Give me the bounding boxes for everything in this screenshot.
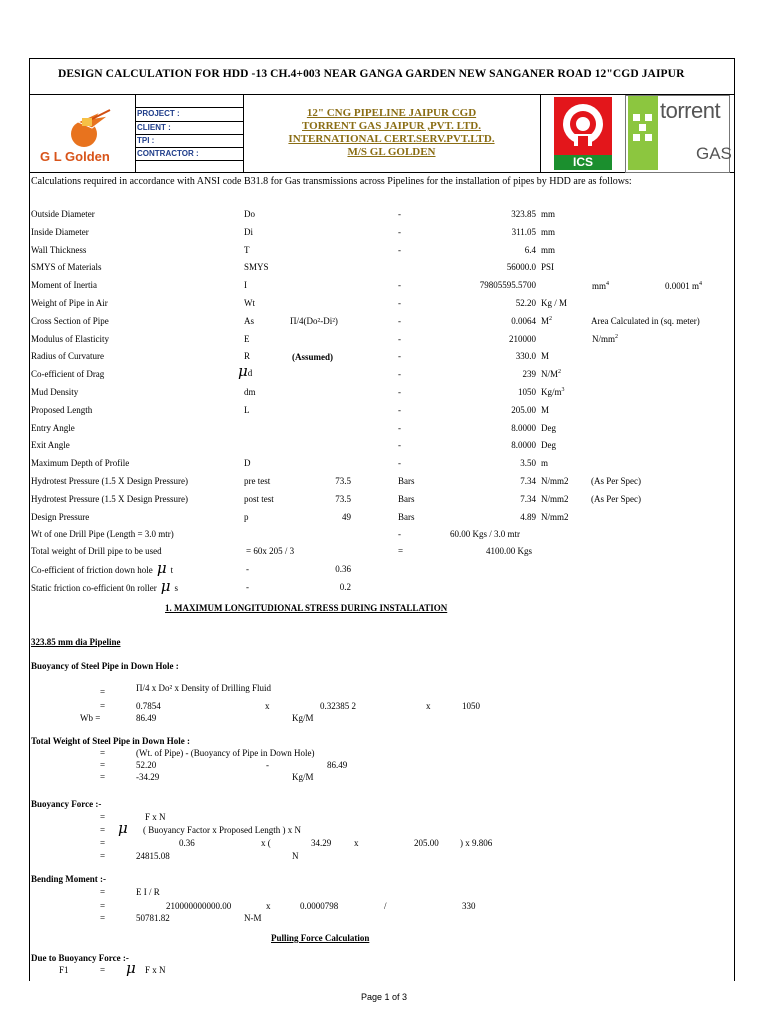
friction-row: Co-efficient of friction down hole μ t (31, 559, 174, 577)
param-symbol: R (244, 351, 251, 362)
page-frame (29, 58, 735, 981)
pressure-name: Hydrotest Pressure (1.5 X Design Pressure) (31, 494, 188, 504)
pressure-value: 7.34 (520, 476, 536, 486)
pressure-value: 7.34 (520, 494, 536, 504)
company-name: G L Golden (40, 149, 110, 164)
gas-wordmark: GAS (696, 144, 732, 163)
param-name: Entry Angle (31, 422, 75, 433)
eq-sign: = (100, 687, 106, 697)
param-unit: m (541, 458, 549, 469)
param-symbol: As (244, 315, 255, 326)
eq-sign: = (100, 913, 106, 923)
header-value-client: TORRENT GAS JAIPUR ,PVT. LTD. (302, 120, 481, 132)
page-footer: Page 1 of 3 (360, 992, 408, 1002)
bf-f1: F x N (145, 812, 166, 822)
param-name: Weight of Pipe in Air (31, 298, 108, 308)
drill-total-eq: = (398, 546, 404, 556)
mu-icon: μ (118, 819, 128, 837)
bending-f1: E I / R (136, 887, 160, 897)
param-symbol: I (244, 280, 247, 291)
param-unit: mm (541, 226, 556, 237)
param-symbol: Di (244, 226, 253, 237)
param-symbol: E (244, 333, 250, 344)
param-unit: $Kg/m^3$ (541, 387, 565, 397)
total-weight-formula: (Wt. of Pipe) - (Buoyancy of Pipe in Down Hole) (136, 748, 315, 758)
pressure-name: Design Pressure (31, 512, 90, 522)
pulling-heading: Pulling Force Calculation (271, 933, 370, 943)
param-name: Radius of Curvature (31, 351, 104, 362)
header-value-tpi: INTERNATIONAL CERT.SERV.PVT.LTD. (288, 133, 495, 145)
param-dash: - (398, 404, 401, 415)
param-name: Modulus of Elasticity (31, 333, 109, 344)
param-unit: M (541, 404, 550, 415)
param-name: Co-efficient of Drag (31, 369, 105, 380)
eq-sign: = (100, 825, 106, 835)
param-value: 52.20 (515, 298, 536, 308)
buoyancy-x2: x (426, 701, 431, 711)
due-mu (126, 959, 136, 978)
param-symbol: SMYS (244, 262, 269, 273)
section-heading: 1. MAXIMUM LONGITUDIONAL STRESS DURING INSTALLATION (165, 603, 448, 613)
ics-label: ICS (572, 155, 593, 169)
param-dash: - (398, 298, 401, 308)
param-dash: - (398, 422, 401, 433)
bf-f2: ( Buoyancy Factor x Proposed Length ) x N (143, 825, 301, 835)
mu-icon: μ (156, 559, 167, 577)
pressure-value: 4.89 (520, 512, 536, 522)
torrent-mark-icon (628, 96, 658, 170)
param-unit: $N/M^2$ (541, 369, 562, 380)
pressure-note: (As Per Spec) (591, 494, 641, 504)
drill-total-name: Total weight of Drill pipe to be used (31, 546, 162, 556)
drill-total-formula: = 60x 205 / 3 (246, 546, 295, 556)
param-value: 8.0000 (511, 440, 536, 451)
param-symbol: T (244, 244, 250, 255)
bf-f: ) x 9.806 (460, 838, 493, 848)
mu-icon: μ (160, 577, 171, 595)
pressure-unit: N/mm2 (541, 512, 569, 522)
param-value: 205.00 (511, 404, 536, 415)
param-unit: Kg / M (541, 298, 568, 308)
torrent-gas-logo (625, 95, 730, 173)
total-weight-heading: Total Weight of Steel Pipe in Down Hole : (31, 736, 191, 746)
param-name: Cross Section of Pipe (31, 315, 109, 326)
eq-sign: = (100, 701, 106, 711)
wb-label: Wb = (80, 713, 101, 723)
due-heading: Due to Buoyancy Force :- (31, 953, 129, 963)
buoyancy-v1: 0.7854 (136, 701, 161, 711)
pressure-symbol: pre test (244, 476, 271, 486)
bf-d: x (354, 838, 359, 848)
header-row-line (135, 160, 243, 161)
param-dash: - (398, 226, 401, 237)
header-label-project: PROJECT : (137, 109, 180, 118)
param-symbol: Wt (244, 298, 255, 308)
bf-mu (118, 819, 128, 838)
eq-sign: = (100, 887, 106, 897)
param-value: 323.85 (511, 209, 536, 219)
header-label-contractor: CONTRACTOR : (137, 149, 199, 158)
area-formula: Π/4(Do²-Di²) (290, 316, 338, 326)
intro-text: Calculations required in accordance with ANSI code B31.8 for Gas transmissions across Pipelines for the installation of pipes by HDD are as follows: (31, 176, 632, 187)
param-unit: Deg (541, 422, 556, 433)
bf-c: 34.29 (311, 838, 332, 848)
drag-mu-symbol: μd (238, 362, 253, 380)
eq-sign: = (100, 838, 106, 848)
friction-dash: - (246, 564, 249, 574)
param-value: 6.4 (524, 244, 536, 255)
total-weight-b: 86.49 (327, 760, 348, 770)
pressure-bars-unit: Bars (398, 512, 415, 522)
param-unit: $M^2$ (541, 315, 553, 326)
param-name: Inside Diameter (31, 226, 89, 237)
eq-sign: = (100, 772, 106, 782)
bf-result: 24815.08 (136, 851, 170, 861)
moi-m4: 0.0001 $m^4$ (665, 281, 703, 291)
param-unit: mm (541, 244, 556, 255)
bending-a: 210000000000.00 (166, 901, 232, 911)
param-name: Exit Angle (31, 440, 70, 451)
total-weight-unit: Kg/M (292, 772, 314, 782)
param-unit: mm (541, 209, 556, 219)
param-name: Outside Diameter (31, 209, 95, 219)
bending-heading: Bending Moment :- (31, 874, 106, 884)
bending-slash: / (384, 901, 387, 911)
total-weight-result: -34.29 (136, 772, 160, 782)
buoyancy-formula: Π/4 x Do² x Density of Drilling Fluid (136, 683, 271, 693)
param-dash: - (398, 369, 401, 380)
header-row-line (135, 107, 243, 108)
param-symbol: D (244, 458, 251, 469)
document-title: DESIGN CALCULATION FOR HDD -13 CH.4+003 NEAR GANGA GARDEN NEW SANGANER ROAD 12"CGD JAIPUR (58, 68, 685, 80)
param-dash: - (398, 280, 401, 291)
header-value-project: 12" CNG PIPELINE JAIPUR CGD (306, 107, 477, 119)
pressure-bars-value: 49 (342, 512, 351, 522)
param-value: 3.50 (520, 458, 536, 469)
bending-result: 50781.82 (136, 913, 170, 923)
buoyancy-force-heading: Buoyancy Force :- (31, 799, 102, 809)
pressure-unit: N/mm2 (541, 494, 569, 504)
drill-one-value: 60.00 Kgs / 3.0 mtr (450, 529, 521, 539)
moi-unit: $mm^4$ (592, 281, 610, 291)
static-dash: - (246, 582, 249, 592)
param-symbol: dm (244, 387, 256, 397)
param-value: 330.0 (515, 351, 536, 362)
param-value: 0.0064 (511, 315, 536, 326)
drill-one-name: Wt of one Drill Pipe (Length = 3.0 mtr) (31, 529, 174, 539)
param-unit: M (541, 351, 550, 362)
header-value-contractor: M/S GL GOLDEN (347, 146, 436, 158)
pressure-symbol: p (244, 512, 249, 522)
param-value: 79805595.5700 (479, 280, 536, 291)
param-unit: Deg (541, 440, 556, 451)
bf-e: 205.00 (414, 838, 439, 848)
assumed-note: (Assumed) (292, 352, 334, 362)
buoyancy-v3: 1050 (462, 701, 480, 711)
header-label-tpi: TPI : (137, 136, 155, 145)
param-value: 56000.0 (506, 262, 536, 273)
header-row-line (135, 134, 243, 135)
wb-value: 86.49 (136, 713, 157, 723)
bending-x: x (266, 901, 271, 911)
friction-value: 0.36 (335, 564, 351, 574)
header-row-line (135, 147, 243, 148)
bending-unit: N-M (244, 913, 262, 923)
buoyancy-v2: 0.32385 2 (320, 701, 356, 711)
due-f: F x N (145, 965, 166, 975)
header-vline-3 (540, 94, 541, 172)
param-dash: - (398, 244, 401, 255)
param-dash: - (398, 440, 401, 451)
eq-sign: = (100, 901, 106, 911)
param-dash: - (398, 333, 401, 344)
header-row-line (135, 121, 243, 122)
ics-logo (544, 96, 622, 170)
bf-b: x ( (261, 838, 271, 848)
wb-unit: Kg/M (292, 713, 314, 723)
total-weight-a: 52.20 (136, 760, 157, 770)
param-dash: - (398, 387, 401, 397)
due-eq: = (100, 965, 106, 975)
pressure-bars-unit: Bars (398, 494, 415, 504)
param-name: Wall Thickness (31, 244, 87, 255)
param-value: 311.05 (511, 226, 536, 237)
param-dash: - (398, 351, 401, 362)
eq-sign: = (100, 748, 106, 758)
param-name: Mud Density (31, 387, 79, 397)
param-name: Proposed Length (31, 404, 93, 415)
pressure-name: Hydrotest Pressure (1.5 X Design Pressure) (31, 476, 188, 486)
mu-icon: μ (238, 362, 248, 380)
bf-a: 0.36 (179, 838, 195, 848)
static-row: Static friction co-efficient 0n roller μ s (31, 577, 179, 595)
param-name: Maximum Depth of Profile (31, 458, 130, 469)
bf-unit: N (292, 851, 299, 861)
param-dash: - (398, 315, 401, 326)
mu-icon: μ (126, 959, 136, 977)
torrent-wordmark: torrent (660, 98, 721, 123)
param-name: Moment of Inertia (31, 280, 97, 291)
param-value: 210000 (509, 333, 536, 344)
eq-sign: = (100, 851, 106, 861)
pressure-bars-value: 73.5 (335, 494, 351, 504)
area-note: Area Calculated in (sq. meter) (591, 316, 700, 326)
bending-c: 330 (462, 901, 476, 911)
param-unit: PSI (541, 262, 555, 273)
bending-b: 0.0000798 (300, 901, 339, 911)
pressure-bars-value: 73.5 (335, 476, 351, 486)
param-dash: - (398, 209, 401, 219)
pressure-symbol: post test (244, 494, 274, 504)
drill-total-value: 4100.00 Kgs (486, 546, 533, 556)
pressure-bars-unit: Bars (398, 476, 415, 486)
pipeline-label: 323.85 mm dia Pipeline (31, 637, 121, 647)
drill-one-dash: - (398, 529, 401, 539)
param-value: 8.0000 (511, 422, 536, 433)
param-value: 1050 (518, 387, 536, 397)
due-f1-label: F1 (59, 965, 69, 975)
buoyancy-x1: x (265, 701, 270, 711)
header-label-client: CLIENT : (137, 123, 171, 132)
param-name: SMYS of Materials (31, 262, 102, 273)
pressure-note: (As Per Spec) (591, 476, 641, 486)
param-dash: - (398, 458, 401, 469)
param-symbol: Do (244, 209, 255, 219)
pressure-unit: N/mm2 (541, 476, 569, 486)
static-value: 0.2 (339, 582, 351, 592)
param-symbol: L (244, 404, 250, 415)
eq-sign: = (100, 812, 106, 822)
modulus-unit: $N/mm^2$ (592, 334, 619, 344)
param-value: 239 (522, 369, 536, 380)
buoyancy-heading: Buoyancy of Steel Pipe in Down Hole : (31, 661, 179, 671)
eq-sign: = (100, 760, 106, 770)
total-weight-minus: - (266, 760, 269, 770)
